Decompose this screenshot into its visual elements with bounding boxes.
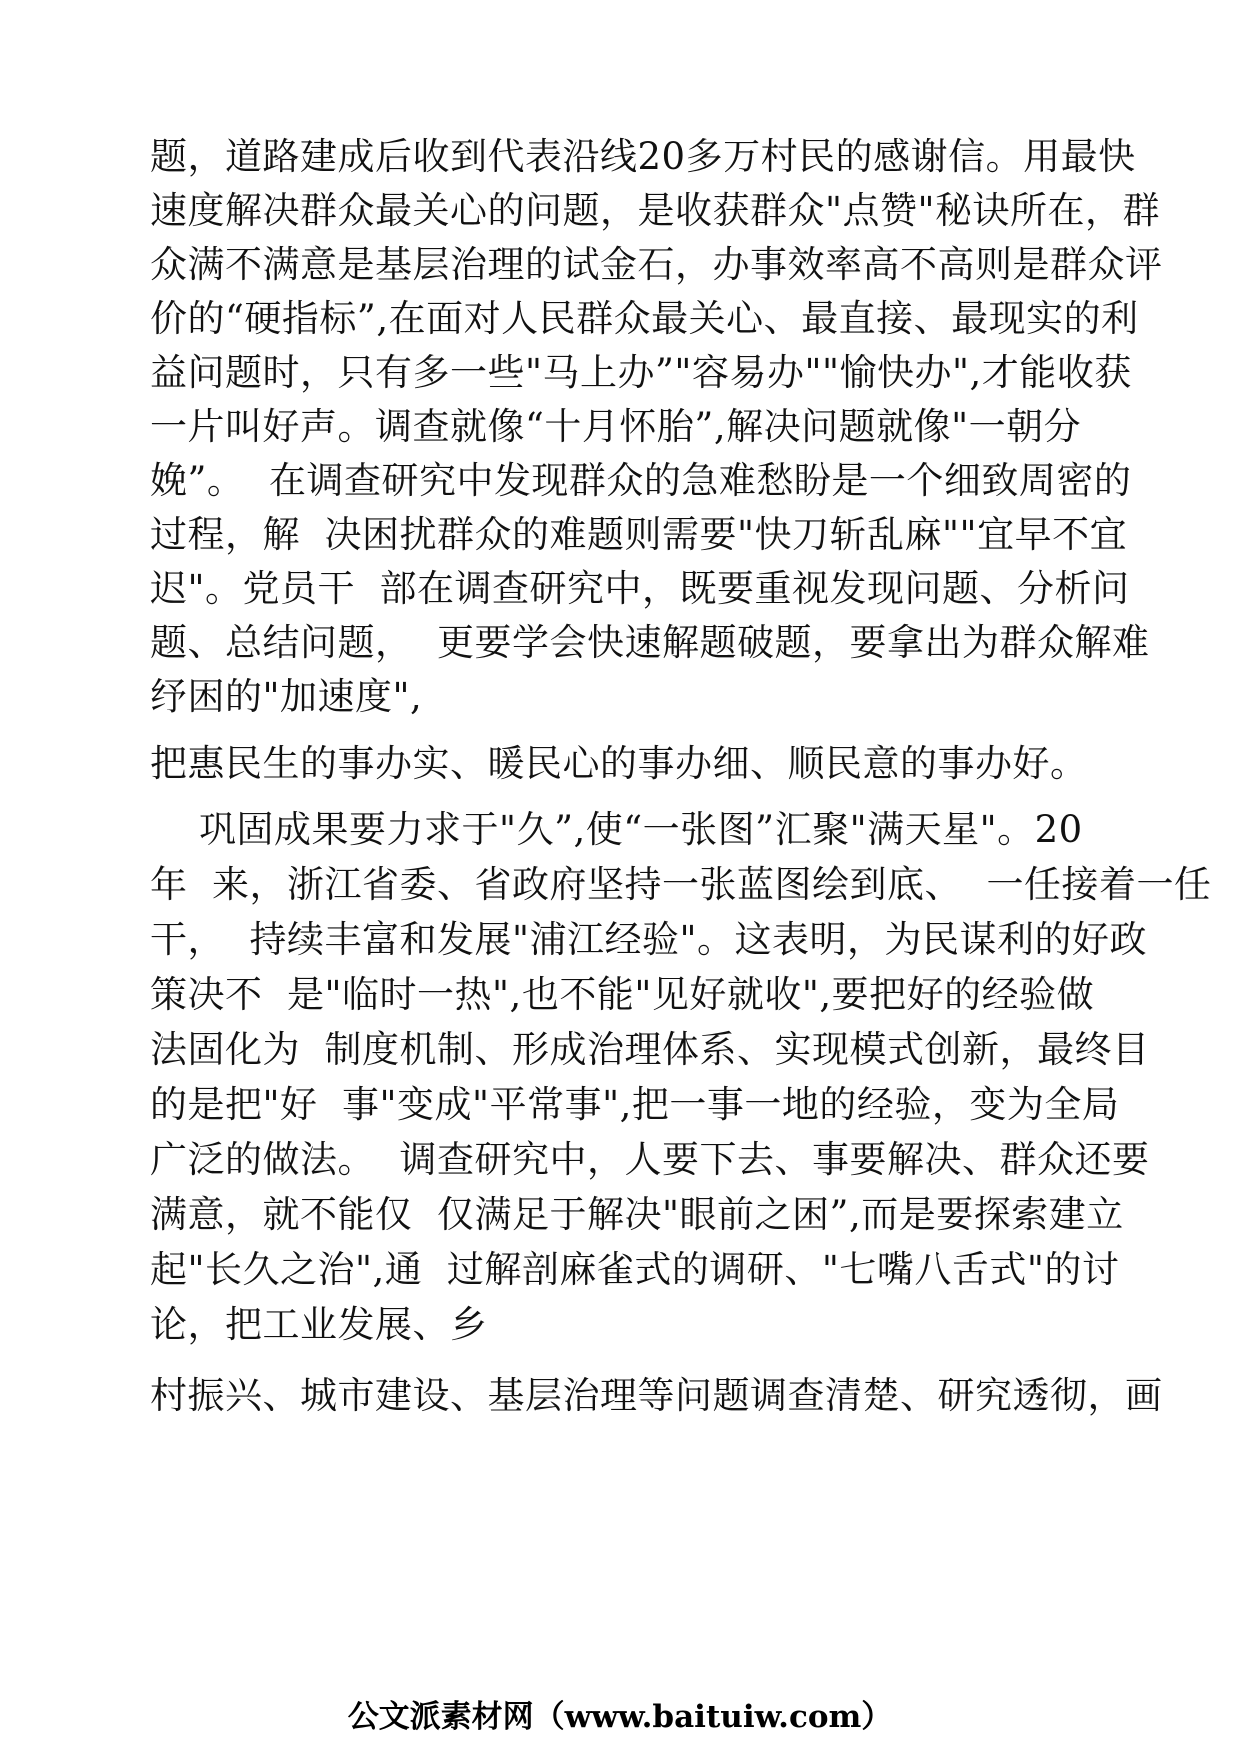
body-text-line: 纾困的"加速度", <box>150 675 423 718</box>
body-text-line: 论，把工业发展、乡 <box>150 1303 488 1346</box>
body-text-line: 村振兴、城市建设、基层治理等问题调查清楚、研究透彻，画 <box>150 1374 1163 1417</box>
body-text-line: 策决不 是"临时一热",也不能"见好就收",要把好的经验做 <box>150 973 1095 1016</box>
body-text-line: 众满不满意是基层治理的试金石，办事效率高不高则是群众评 <box>150 243 1163 286</box>
body-text-line: 娩”。 在调查研究中发现群众的急难愁盼是一个细致周密的 <box>150 459 1132 502</box>
body-text-line: 广泛的做法。 调查研究中，人要下去、事要解决、群众还要 <box>150 1138 1150 1181</box>
body-text-line: 迟"。党员干 部在调查研究中，既要重视发现问题、分析问 <box>150 567 1130 610</box>
body-text-line: 巩固成果要力求于"久”,使“一张图”汇聚"满天星"。20 <box>150 808 1083 851</box>
body-text-line: 年 来，浙江省委、省政府坚持一张蓝图绘到底、 一任接着一任 <box>150 863 1212 906</box>
body-text-line: 过程，解 决困扰群众的难题则需要"快刀斩乱麻""宜早不宜 <box>150 513 1128 556</box>
body-text-line: 题，道路建成后收到代表沿线20多万村民的感谢信。用最快 <box>150 135 1136 178</box>
body-text-line: 价的“硬指标”,在面对人民群众最关心、最直接、最现实的利 <box>150 297 1139 340</box>
footer-watermark: 公文派素材网（www.baituiw.com） <box>347 1699 893 1735</box>
body-text-line: 的是把"好 事"变成"平常事",把一事一地的经验，变为全局 <box>150 1083 1120 1126</box>
body-text-line: 速度解决群众最关心的问题，是收获群众"点赞"秘诀所在，群 <box>150 189 1161 232</box>
body-text-line: 起"长久之治",通 过解剖麻雀式的调研、"七嘴八舌式"的讨 <box>150 1248 1120 1291</box>
body-text-line: 法固化为 制度机制、形成治理体系、实现模式创新，最终目 <box>150 1028 1150 1071</box>
body-text-line: 把惠民生的事办实、暖民心的事办细、顺民意的事办好。 <box>150 742 1088 785</box>
body-text-line: 题、总结问题， 更要学会快速解题破题，要拿出为群众解难 <box>150 621 1150 664</box>
body-text-line: 满意，就不能仅 仅满足于解决"眼前之困”,而是要探索建立 <box>150 1193 1124 1236</box>
body-text-line: 益问题时，只有多一些"马上办”"容易办""愉快办",才能收获 <box>150 351 1132 394</box>
body-text-line: 一片叫好声。调查就像“十月怀胎”,解决问题就像"一朝分 <box>150 405 1082 448</box>
body-text-line: 干， 持续丰富和发展"浦江经验"。这表明，为民谋利的好政 <box>150 918 1148 961</box>
